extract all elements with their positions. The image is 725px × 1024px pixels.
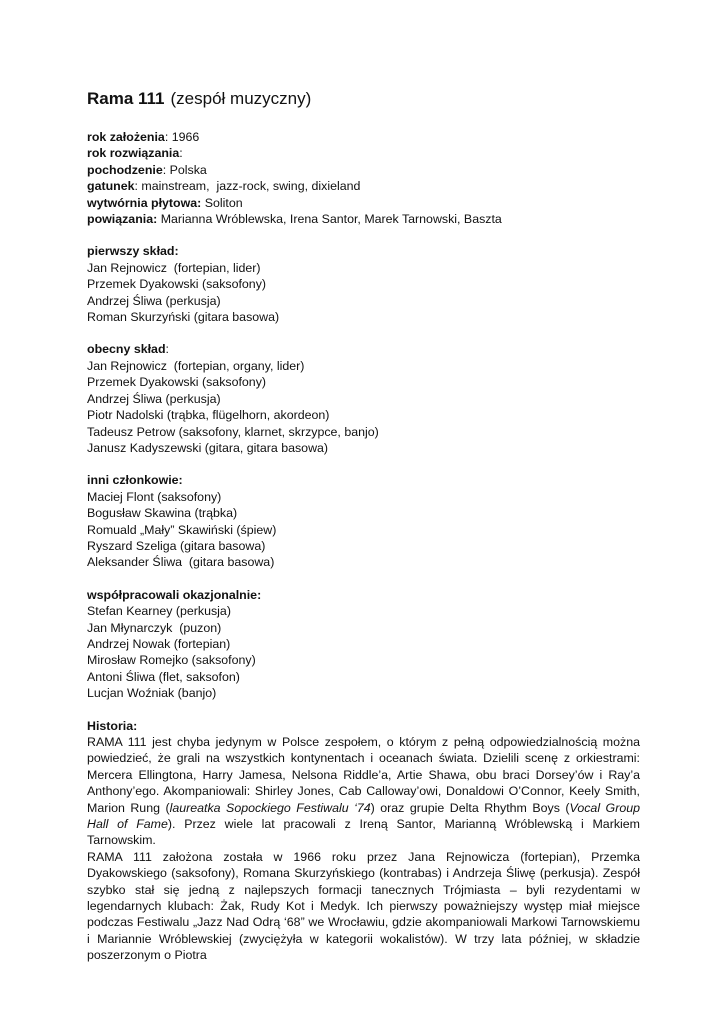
list-item: Janusz Kadyszewski (gitara, gitara basowa) bbox=[87, 440, 329, 455]
list-item: Antoni Śliwa (flet, saksofon) bbox=[87, 669, 240, 684]
list-item: Lucjan Woźniak (banjo) bbox=[87, 686, 217, 701]
current-lineup bbox=[87, 341, 640, 456]
page-title bbox=[87, 88, 640, 110]
band-name: Rama 111 bbox=[87, 89, 165, 108]
list-item: Andrzej Śliwa (perkusja) bbox=[87, 391, 221, 406]
band-metadata bbox=[87, 129, 640, 227]
first-lineup-heading: pierwszy skład: bbox=[87, 244, 179, 259]
list-item: Andrzej Nowak (fortepian) bbox=[87, 636, 231, 651]
meta-related: powiązania: Marianna Wróblewska, Irena Santor, Marek Tarnowski, Baszta bbox=[87, 212, 502, 227]
list-item: Ryszard Szeliga (gitara basowa) bbox=[87, 538, 266, 553]
list-item: Aleksander Śliwa (gitara basowa) bbox=[87, 555, 275, 570]
occasional-collaborators-heading: współpracowali okazjonalnie: bbox=[87, 587, 262, 602]
list-item: Przemek Dyakowski (saksofony) bbox=[87, 375, 267, 390]
document-page bbox=[87, 88, 640, 964]
list-item: Jan Rejnowicz (fortepian, organy, lider) bbox=[87, 358, 305, 373]
list-item: Maciej Flont (saksofony) bbox=[87, 489, 222, 504]
meta-founded: rok założenia: 1966 bbox=[87, 130, 200, 144]
list-item: Tadeusz Petrow (saksofony, klarnet, skrzypce, banjo) bbox=[87, 424, 379, 439]
first-lineup bbox=[87, 243, 640, 325]
current-lineup-heading: obecny skład: bbox=[87, 342, 169, 357]
meta-dissolved: rok rozwiązania: bbox=[87, 146, 183, 161]
list-item: Stefan Kearney (perkusja) bbox=[87, 604, 231, 619]
occasional-collaborators bbox=[87, 587, 640, 702]
list-item: Piotr Nadolski (trąbka, flügelhorn, akordeon) bbox=[87, 408, 330, 423]
list-item: Mirosław Romejko (saksofony) bbox=[87, 653, 256, 668]
other-members bbox=[87, 472, 640, 570]
list-item: Bogusław Skawina (trąbka) bbox=[87, 506, 238, 521]
meta-origin: pochodzenie: Polska bbox=[87, 162, 207, 177]
list-item: Andrzej Śliwa (perkusja) bbox=[87, 293, 221, 308]
history-heading: Historia: bbox=[87, 718, 138, 733]
list-item: Roman Skurzyński (gitara basowa) bbox=[87, 310, 280, 325]
history-paragraph-1: RAMA 111 jest chyba jedynym w Polsce zespołem, o którym z pełną odpowiedzialnością można powiedzieć, że grali na wszystkich kontynentach i oceanach świata. Dzielili scenę z orkiestrami: Mercera Ellingtona, Harry Jamesa, Nelsona Riddle’a, Artie Shawa, obu braci Dorsey’ów i Ray’a Anthony’ego. Akompaniowali: Shirley Jones, Cab Calloway’owi, Donaldowi O’Connor, Keely Smith, Marion Rung (laureatka Sopockiego Festiwalu ‘74) oraz grupie Delta Rhythm Boys (Vocal Group Hall of Fame). Przez wiele lat pracowali z Ireną Santor, Marianną Wróblewską i Markiem Tarnowskim. bbox=[87, 735, 640, 848]
meta-label: wytwórnia płytowa: Soliton bbox=[87, 195, 243, 210]
history-section bbox=[87, 718, 640, 964]
history-paragraph-2: RAMA 111 założona została w 1966 roku przez Jana Rejnowicza (fortepian), Przemka Dyakowskiego (saksofony), Romana Skurzyńskiego (kontrabas) i Andrzeja Śliwę (perkusja). Zespół szybko stał się jedną z najlepszych formacji tanecznych Trójmiasta – byli rezydentami w legendarnych klubach: Żak, Rudy Kot i Medyk. Ich pierwszy poważniejszy występ miał miejsce podczas Festiwalu „Jazz Nad Odrą ‘68” we Wrocławiu, gdzie akompaniowali Markowi Tarnowskiemu i Mariannie Wróblewskiej (zwyciężyła w kategorii wokalistów). W trzy lata później, w składzie poszerzonym o Piotra bbox=[87, 849, 640, 963]
meta-genre: gatunek: mainstream, jazz-rock, swing, dixieland bbox=[87, 179, 361, 194]
list-item: Romuald „Mały” Skawiński (śpiew) bbox=[87, 522, 277, 537]
list-item: Jan Rejnowicz (fortepian, lider) bbox=[87, 260, 261, 275]
list-item: Jan Młynarczyk (puzon) bbox=[87, 620, 222, 635]
other-members-heading: inni członkowie: bbox=[87, 473, 183, 488]
list-item: Przemek Dyakowski (saksofony) bbox=[87, 277, 267, 292]
band-subtitle: (zespół muzyczny) bbox=[170, 89, 312, 108]
